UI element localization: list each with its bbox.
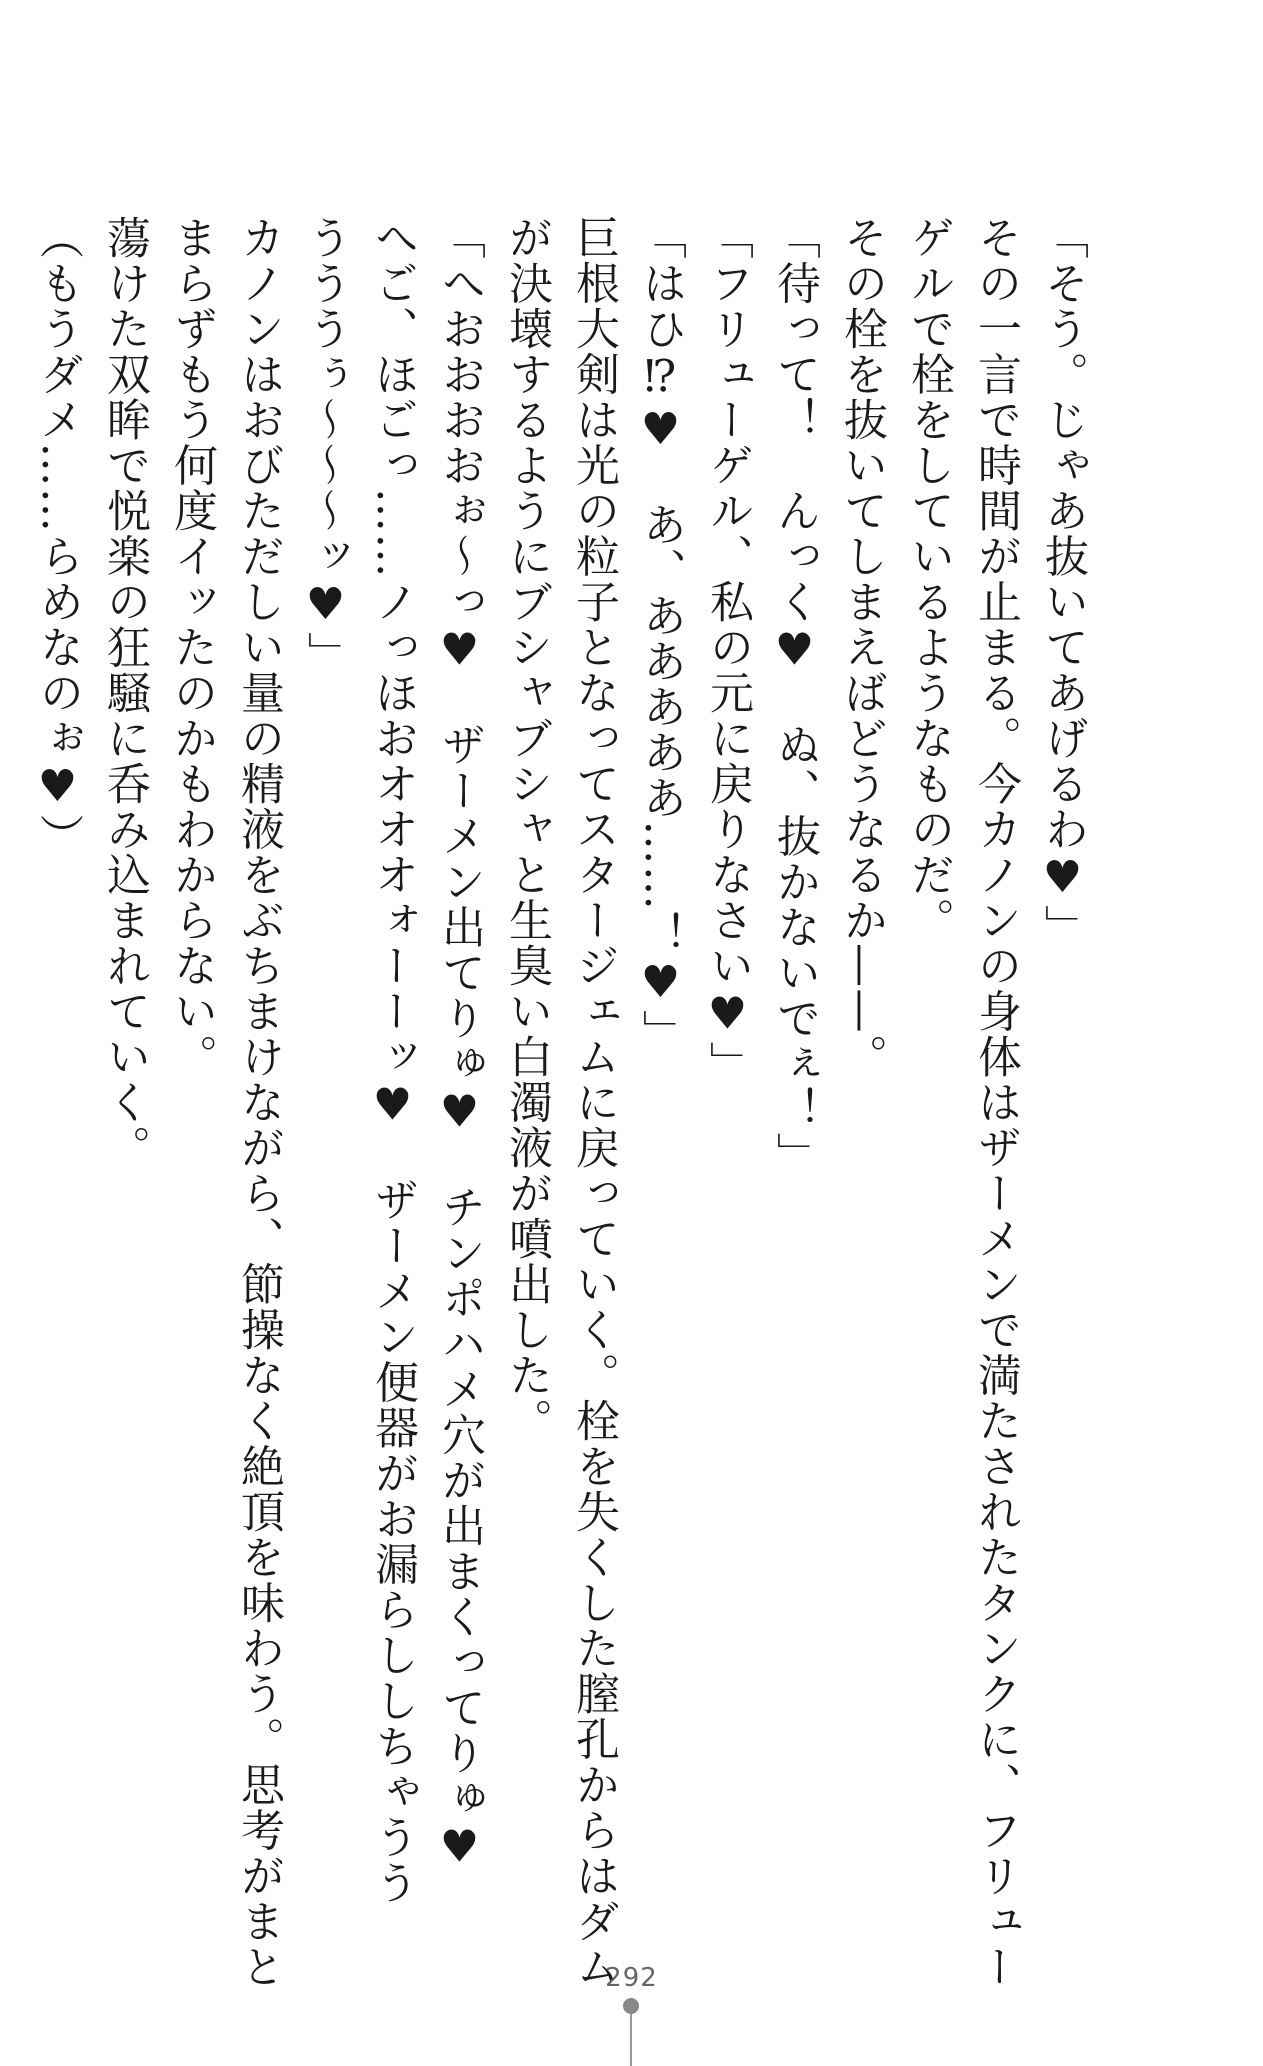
page-number: 292: [605, 1963, 658, 1993]
text-line: 蕩けた双眸で悦楽の狂騒に呑み込まれていく。: [99, 215, 150, 1171]
text-line: （もうダメ……らめなのぉ♥）: [32, 215, 83, 859]
text-line: その一言で時間が止まる。今カノンの身体はザーメンで満たされたタンクに、フリュー: [970, 215, 1021, 1990]
page-marker-dot-icon: [623, 1998, 639, 2014]
text-line: まらずもう何度イッたのかもわからない。: [166, 215, 217, 1080]
text-line: 「へおおおおぉ〜っ♥ ザーメン出てりゅ♥ チンポハメ穴が出まくってりゅ♥: [434, 215, 485, 1874]
text-line: 「はひ⁉︎♥ あ、あああああ……！♥」: [635, 215, 686, 1055]
text-line: 「待って！ んっく♥ ぬ、抜かないでぇ！」: [769, 215, 820, 1178]
text-line: が決壊するようにブシャブシャと生臭い白濁液が噴出した。: [501, 215, 552, 1444]
text-line: カノンはおびただしい量の精液をぶちまけながら、節操なく絶頂を味わう。思考がまと: [233, 215, 284, 1990]
text-line: 巨根大剣は光の粒子となってスタージェムに戻っていく。栓を失くした膣孔からはダム: [568, 215, 619, 1990]
text-line: へご、ほごっ……ノっほおオオオォーーッ♥ ザーメン便器がお漏らししちゃうう: [367, 215, 418, 1906]
text-line: 「フリューゲル、私の元に戻りなさい♥」: [702, 215, 753, 1087]
text-line: その栓を抜いてしまえばどうなるか——。: [836, 215, 887, 1080]
page-marker-line: [630, 2014, 632, 2066]
text-line: 「そう。じゃあ抜いてあげるわ♥」: [1037, 215, 1088, 950]
text-line: うううぅ〜〜〜ッ♥」: [300, 215, 351, 677]
text-line: ゲルで栓をしているようなものだ。: [903, 215, 954, 943]
